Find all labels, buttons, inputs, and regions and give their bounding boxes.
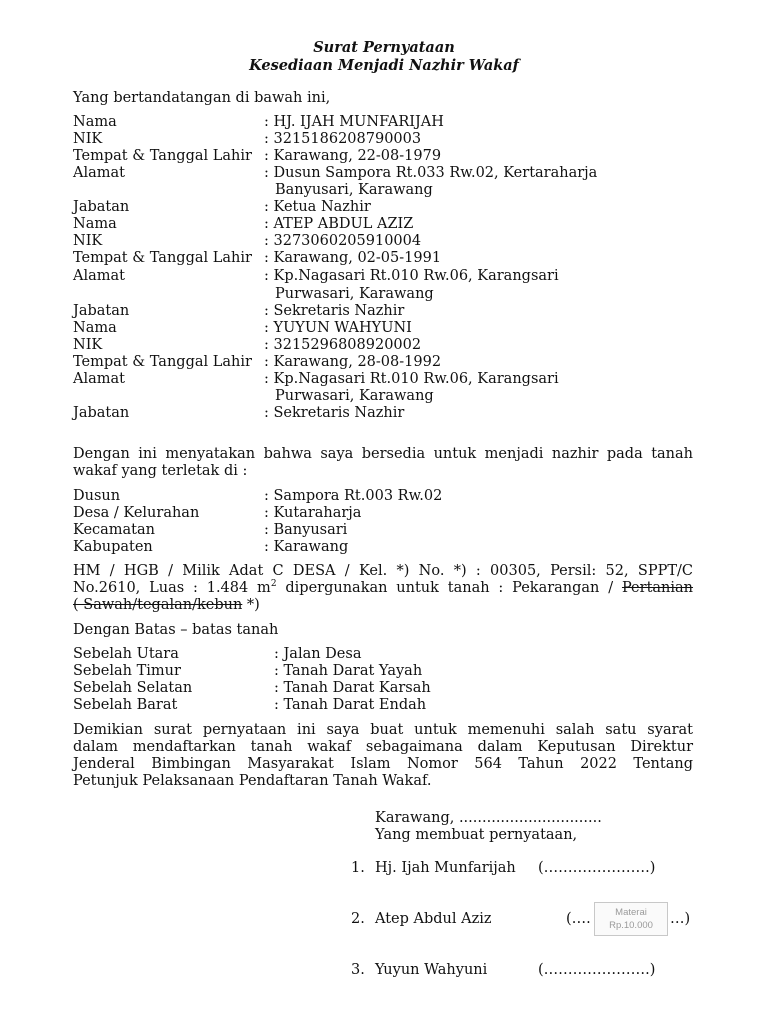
- closing-line4: Petunjuk Pelaksanaan Pendaftaran Tanah Wakaf.: [73, 773, 432, 789]
- closing-line2: dalam mendaftarkan tanah wakaf sebagaimana dalam Keputusan Direktur: [73, 739, 693, 755]
- statement-line1: Dengan ini menyatakan bahwa saya bersedia untuk menjadi nazhir pada tanah: [73, 446, 693, 462]
- signer2-signature-blank-left: (….: [566, 911, 591, 927]
- location-kabupaten-label: Kabupaten: [73, 539, 153, 555]
- person3-ttl-label: Tempat & Tanggal Lahir: [73, 354, 252, 370]
- doc-subtitle: Kesediaan Menjadi Nazhir Wakaf: [249, 57, 519, 74]
- intro-text: Yang bertandatangan di bawah ini,: [73, 90, 331, 106]
- land-line1: HM / HGB / Milik Adat C DESA / Kel. *) No. *) : 00305, Persil: 52, SPPT/C: [73, 563, 693, 579]
- land-usage-struck: Pertanian: [621, 580, 694, 596]
- closing-line3: Jenderal Bimbingan Masyarakat Islam Nomor 564 Tahun 2022 Tentang: [73, 756, 693, 772]
- land-usage: dipergunakan untuk tanah : Pekarangan /: [276, 580, 622, 596]
- person2-ttl-label: Tempat & Tanggal Lahir: [73, 250, 252, 266]
- boundary-north: : Jalan Desa: [274, 646, 362, 662]
- person3-address-line2: Purwasari, Karawang: [275, 388, 434, 404]
- location-kecamatan: : Banyusari: [264, 522, 348, 538]
- person3-name: : YUYUN WAHYUNI: [264, 320, 412, 336]
- person1-position: : Ketua Nazhir: [264, 199, 371, 215]
- signer1-name: Hj. Ijah Munfarijah: [375, 860, 516, 876]
- stamp-line2: Rp.10.000: [609, 920, 653, 931]
- person1-ttl-label: Tempat & Tanggal Lahir: [73, 148, 252, 164]
- boundary-west: : Tanah Darat Endah: [274, 697, 427, 713]
- signer1-signature-blank: (………………….): [538, 860, 656, 876]
- person3-address-line1: : Kp.Nagasari Rt.010 Rw.06, Karangsari: [264, 371, 559, 387]
- boundary-south-label: Sebelah Selatan: [73, 680, 193, 696]
- statement-line2: wakaf yang terletak di :: [73, 463, 248, 479]
- boundary-south: : Tanah Darat Karsah: [274, 680, 431, 696]
- person3-name-label: Nama: [73, 320, 117, 336]
- signer2-no: 2.: [351, 911, 365, 927]
- sign-maker: Yang membuat pernyataan,: [375, 827, 578, 843]
- person1-name: : HJ. IJAH MUNFARIJAH: [264, 114, 444, 130]
- person2-nik: : 3273060205910004: [264, 233, 422, 249]
- person1-nik: : 3215186208790003: [264, 131, 422, 147]
- location-kecamatan-label: Kecamatan: [73, 522, 155, 538]
- person2-name: : ATEP ABDUL AZIZ: [264, 216, 414, 232]
- signer2-name: Atep Abdul Aziz: [375, 911, 492, 927]
- person3-nik: : 3215296808920002: [264, 337, 422, 353]
- closing-line1: Demikian surat pernyataan ini saya buat untuk memenuhi salah satu syarat: [73, 722, 693, 738]
- person2-address-label: Alamat: [73, 268, 125, 284]
- person1-ttl: : Karawang, 22-08-1979: [264, 148, 442, 164]
- boundary-title: Dengan Batas – batas tanah: [73, 622, 279, 638]
- person3-ttl: : Karawang, 28-08-1992: [264, 354, 442, 370]
- land-note-mark: *): [242, 597, 260, 613]
- person2-ttl: : Karawang, 02-05-1991: [264, 250, 442, 266]
- signer3-name: Yuyun Wahyuni: [375, 962, 488, 978]
- land-area-unit-sup: 2: [270, 579, 277, 590]
- signer2-signature-blank-right: …): [670, 911, 691, 927]
- land-line2: [73, 580, 693, 597]
- person3-address-label: Alamat: [73, 371, 125, 387]
- signer3-no: 3.: [351, 962, 365, 978]
- person2-position: : Sekretaris Nazhir: [264, 303, 405, 319]
- person2-nik-label: NIK: [73, 233, 103, 249]
- person2-position-label: Jabatan: [73, 303, 130, 319]
- person2-name-label: Nama: [73, 216, 117, 232]
- person1-name-label: Nama: [73, 114, 117, 130]
- person1-address-line2: Banyusari, Karawang: [275, 182, 433, 198]
- person3-position: : Sekretaris Nazhir: [264, 405, 405, 421]
- signer1-no: 1.: [351, 860, 365, 876]
- person1-address-line1: : Dusun Sampora Rt.033 Rw.02, Kertaraharja: [264, 165, 598, 181]
- doc-title: Surat Pernyataan: [313, 39, 455, 56]
- location-dusun: : Sampora Rt.003 Rw.02: [264, 488, 443, 504]
- person2-address-line1: : Kp.Nagasari Rt.010 Rw.06, Karangsari: [264, 268, 559, 284]
- location-kabupaten: : Karawang: [264, 539, 349, 555]
- person3-position-label: Jabatan: [73, 405, 130, 421]
- boundary-east: : Tanah Darat Yayah: [274, 663, 423, 679]
- stamp-line1: Materai: [615, 907, 647, 918]
- location-desa: : Kutaraharja: [264, 505, 362, 521]
- materai-stamp: [594, 902, 668, 936]
- land-type-struck: ( Sawah/tegalan/kebun: [73, 597, 243, 613]
- person3-nik-label: NIK: [73, 337, 103, 353]
- person1-address-label: Alamat: [73, 165, 125, 181]
- sign-place-date: Karawang, ...............................: [375, 810, 602, 826]
- signer3-signature-blank: (………………….): [538, 962, 656, 978]
- person2-address-line2: Purwasari, Karawang: [275, 286, 434, 302]
- boundary-west-label: Sebelah Barat: [73, 697, 178, 713]
- person1-position-label: Jabatan: [73, 199, 130, 215]
- boundary-east-label: Sebelah Timur: [73, 663, 181, 679]
- land-area: No.2610, Luas : 1.484 m: [73, 580, 271, 596]
- person1-nik-label: NIK: [73, 131, 103, 147]
- land-line3: [73, 597, 260, 614]
- boundary-north-label: Sebelah Utara: [73, 646, 179, 662]
- location-dusun-label: Dusun: [73, 488, 121, 504]
- location-desa-label: Desa / Kelurahan: [73, 505, 200, 521]
